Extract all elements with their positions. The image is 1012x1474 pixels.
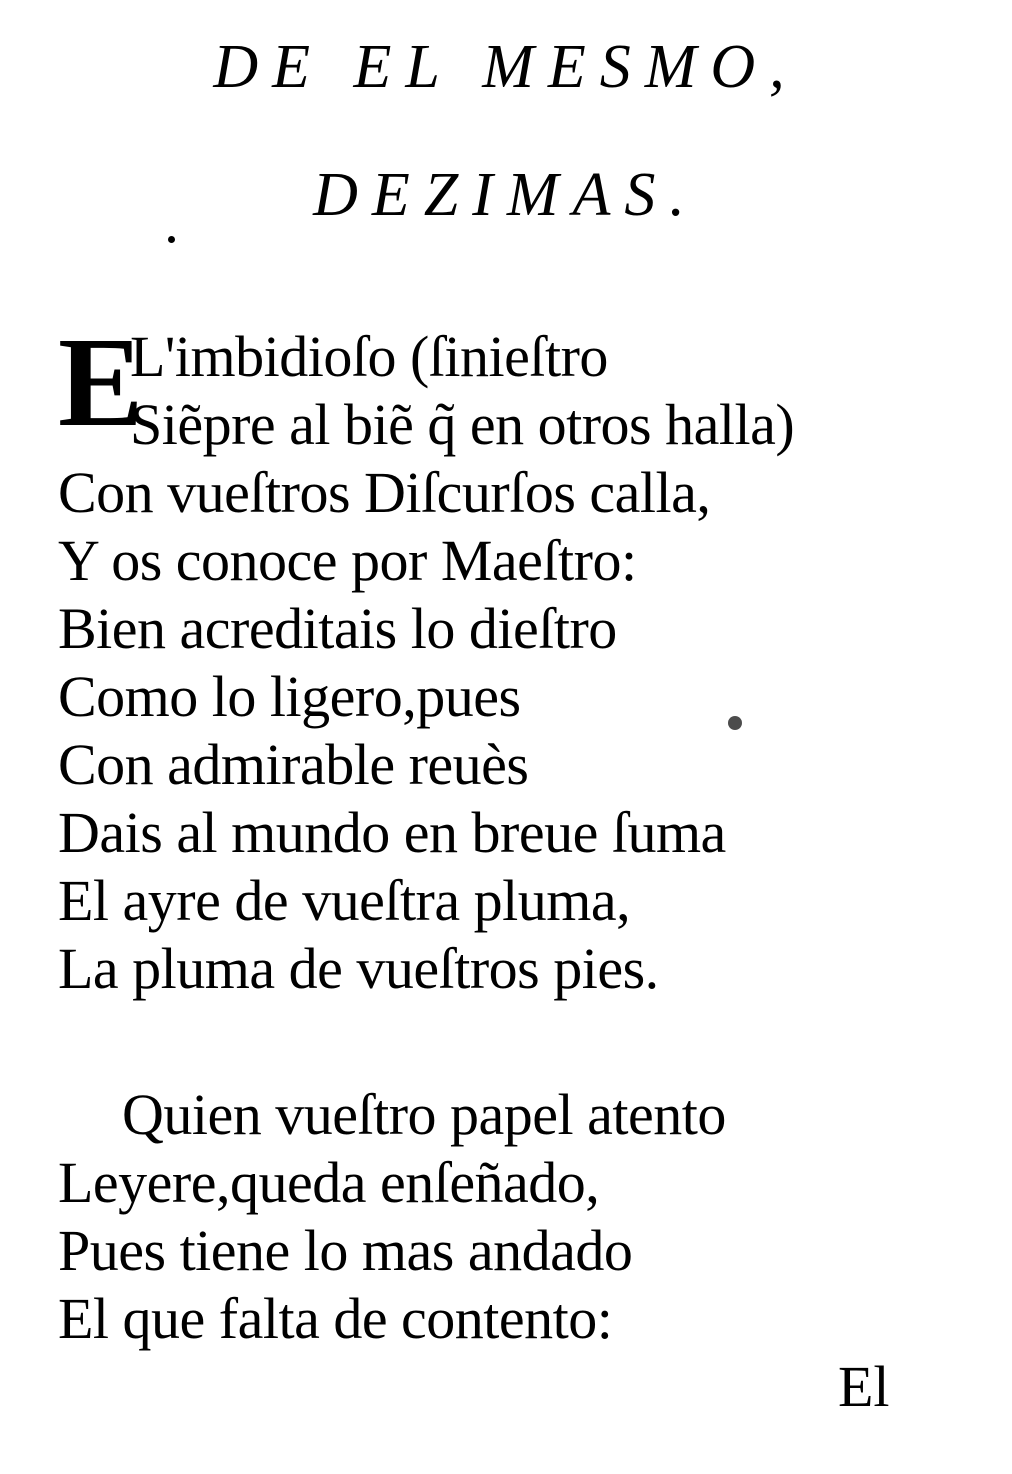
verse-line: Siẽpre al biẽ q̃ en otros halla) <box>130 392 795 457</box>
heading-line-2: DEZIMAS. <box>313 161 699 229</box>
verse-line: Y os conoce por Maeſtro: <box>58 528 637 593</box>
verse-line: Leyere,queda enſeñado, <box>58 1150 600 1215</box>
verse-line: El que falta de contento: <box>58 1286 613 1351</box>
drop-cap: E <box>58 311 144 453</box>
catchword: El <box>838 1354 890 1419</box>
ink-speck <box>168 236 175 243</box>
verse-line: Con admirable reuès <box>58 732 529 797</box>
verse-line: Dais al mundo en breue ſuma <box>58 800 726 865</box>
verse-line: Como lo ligero,pues <box>58 664 521 729</box>
verse-line: Quien vueſtro papel atento <box>122 1082 726 1147</box>
verse-line: La pluma de vueſtros pies. <box>58 936 659 1001</box>
verse-line: Bien acreditais lo dieſtro <box>58 596 617 661</box>
verse-line: L'imbidioſo (ſinieſtro <box>130 324 608 389</box>
verse-line: Con vueſtros Diſcurſos calla, <box>58 460 711 525</box>
verse-line: Pues tiene lo mas andado <box>58 1218 633 1283</box>
verse-line: El ayre de vueſtra pluma, <box>58 868 631 933</box>
heading-line-1: DE EL MESMO, <box>213 33 799 101</box>
ink-speck <box>728 716 742 730</box>
